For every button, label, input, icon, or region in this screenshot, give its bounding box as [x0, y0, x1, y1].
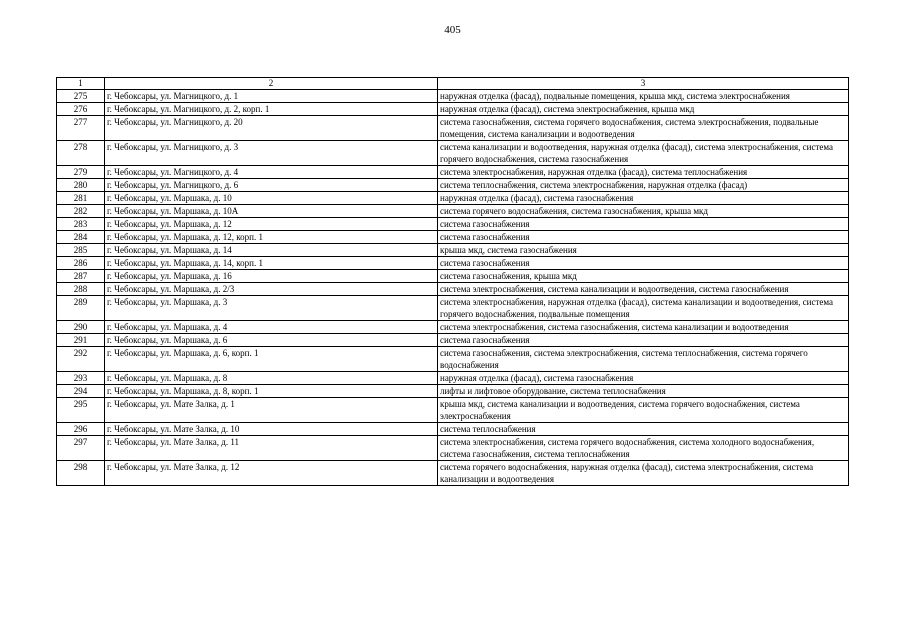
table-row	[57, 296, 849, 321]
systems-cell: наружная отделка (фасад), система газоснабжения	[438, 192, 849, 205]
address-cell: г. Чебоксары, ул. Маршака, д. 8	[105, 372, 438, 385]
row-number-cell: 288	[57, 283, 105, 296]
systems-cell: система канализации и водоотведения, наружная отделка (фасад), система электроснабжения, система горячего водоснабжения, система газоснабжения	[438, 141, 849, 166]
table-row	[57, 257, 849, 270]
table-row	[57, 347, 849, 372]
row-number-cell: 293	[57, 372, 105, 385]
table-body	[57, 78, 849, 486]
table-row	[57, 461, 849, 486]
systems-cell: система электроснабжения, наружная отделка (фасад), система канализации и водоотведения, система горячего водоснабжения, подвальные помещения	[438, 296, 849, 321]
row-number-cell: 279	[57, 166, 105, 179]
address-cell: г. Чебоксары, ул. Маршака, д. 12, корп. 1	[105, 231, 438, 244]
row-number-cell: 280	[57, 179, 105, 192]
address-cell: г. Чебоксары, ул. Маршака, д. 10	[105, 192, 438, 205]
address-cell: г. Чебоксары, ул. Магницкого, д. 2, корп. 1	[105, 103, 438, 116]
table-row	[57, 334, 849, 347]
table-row	[57, 103, 849, 116]
row-number-cell: 278	[57, 141, 105, 166]
systems-cell: система электроснабжения, наружная отделка (фасад), система теплоснабжения	[438, 166, 849, 179]
table-row	[57, 398, 849, 423]
address-cell: г. Чебоксары, ул. Магницкого, д. 6	[105, 179, 438, 192]
header-cell-number: 1	[57, 78, 105, 90]
table-row	[57, 179, 849, 192]
systems-cell: система электроснабжения, система горячего водоснабжения, система холодного водоснабжения, система газоснабжения, система теплоснабжения	[438, 436, 849, 461]
address-cell: г. Чебоксары, ул. Маршака, д. 16	[105, 270, 438, 283]
table-row	[57, 423, 849, 436]
address-cell: г. Чебоксары, ул. Маршака, д. 6	[105, 334, 438, 347]
header-cell-systems: 3	[438, 78, 849, 90]
systems-cell: система газоснабжения, система горячего водоснабжения, система электроснабжения, подвальные помещения, система канализации и водоотведения	[438, 116, 849, 141]
systems-cell: наружная отделка (фасад), подвальные помещения, крыша мкд, система электроснабжения	[438, 90, 849, 103]
table-row	[57, 436, 849, 461]
address-cell: г. Чебоксары, ул. Маршака, д. 14	[105, 244, 438, 257]
address-cell: г. Чебоксары, ул. Маршака, д. 12	[105, 218, 438, 231]
row-number-cell: 286	[57, 257, 105, 270]
buildings-table	[56, 77, 849, 486]
systems-cell: крыша мкд, система газоснабжения	[438, 244, 849, 257]
row-number-cell: 297	[57, 436, 105, 461]
systems-cell: система газоснабжения	[438, 218, 849, 231]
row-number-cell: 292	[57, 347, 105, 372]
address-cell: г. Чебоксары, ул. Маршака, д. 10А	[105, 205, 438, 218]
row-number-cell: 296	[57, 423, 105, 436]
address-cell: г. Чебоксары, ул. Мате Залка, д. 10	[105, 423, 438, 436]
table-row	[57, 218, 849, 231]
table-row	[57, 166, 849, 179]
systems-cell: система теплоснабжения	[438, 423, 849, 436]
address-cell: г. Чебоксары, ул. Мате Залка, д. 1	[105, 398, 438, 423]
table-row	[57, 192, 849, 205]
address-cell: г. Чебоксары, ул. Маршака, д. 2/3	[105, 283, 438, 296]
row-number-cell: 291	[57, 334, 105, 347]
systems-cell: система горячего водоснабжения, наружная отделка (фасад), система электроснабжения, система канализации и водоотведения	[438, 461, 849, 486]
address-cell: г. Чебоксары, ул. Магницкого, д. 1	[105, 90, 438, 103]
row-number-cell: 275	[57, 90, 105, 103]
table-row	[57, 116, 849, 141]
systems-cell: лифты и лифтовое оборудование, система теплоснабжения	[438, 385, 849, 398]
systems-cell: система газоснабжения	[438, 231, 849, 244]
row-number-cell: 295	[57, 398, 105, 423]
table-row	[57, 141, 849, 166]
address-cell: г. Чебоксары, ул. Маршака, д. 14, корп. 1	[105, 257, 438, 270]
systems-cell: крыша мкд, система канализации и водоотведения, система горячего водоснабжения, система электроснабжения	[438, 398, 849, 423]
table-header-row	[57, 78, 849, 90]
table-row	[57, 90, 849, 103]
table-row	[57, 321, 849, 334]
row-number-cell: 282	[57, 205, 105, 218]
table-row	[57, 283, 849, 296]
address-cell: г. Чебоксары, ул. Мате Залка, д. 12	[105, 461, 438, 486]
table-row	[57, 231, 849, 244]
systems-cell: система газоснабжения	[438, 257, 849, 270]
systems-cell: система газоснабжения	[438, 334, 849, 347]
row-number-cell: 277	[57, 116, 105, 141]
table-row	[57, 205, 849, 218]
row-number-cell: 276	[57, 103, 105, 116]
row-number-cell: 281	[57, 192, 105, 205]
table-row	[57, 244, 849, 257]
header-cell-address: 2	[105, 78, 438, 90]
systems-cell: система горячего водоснабжения, система газоснабжения, крыша мкд	[438, 205, 849, 218]
address-cell: г. Чебоксары, ул. Маршака, д. 8, корп. 1	[105, 385, 438, 398]
systems-cell: система электроснабжения, система газоснабжения, система канализации и водоотведения	[438, 321, 849, 334]
systems-cell: система газоснабжения, крыша мкд	[438, 270, 849, 283]
row-number-cell: 284	[57, 231, 105, 244]
table-row	[57, 270, 849, 283]
row-number-cell: 290	[57, 321, 105, 334]
address-cell: г. Чебоксары, ул. Магницкого, д. 3	[105, 141, 438, 166]
row-number-cell: 298	[57, 461, 105, 486]
systems-cell: наружная отделка (фасад), система электроснабжения, крыша мкд	[438, 103, 849, 116]
systems-cell: система газоснабжения, система электроснабжения, система теплоснабжения, система горячего водоснабжения	[438, 347, 849, 372]
systems-cell: система электроснабжения, система канализации и водоотведения, система газоснабжения	[438, 283, 849, 296]
row-number-cell: 283	[57, 218, 105, 231]
systems-cell: наружная отделка (фасад), система газоснабжения	[438, 372, 849, 385]
table-row	[57, 372, 849, 385]
row-number-cell: 287	[57, 270, 105, 283]
address-cell: г. Чебоксары, ул. Магницкого, д. 20	[105, 116, 438, 141]
address-cell: г. Чебоксары, ул. Маршака, д. 6, корп. 1	[105, 347, 438, 372]
address-cell: г. Чебоксары, ул. Маршака, д. 3	[105, 296, 438, 321]
row-number-cell: 285	[57, 244, 105, 257]
table-row	[57, 385, 849, 398]
row-number-cell: 289	[57, 296, 105, 321]
address-cell: г. Чебоксары, ул. Маршака, д. 4	[105, 321, 438, 334]
address-cell: г. Чебоксары, ул. Мате Залка, д. 11	[105, 436, 438, 461]
page-number: 405	[444, 24, 461, 36]
systems-cell: система теплоснабжения, система электроснабжения, наружная отделка (фасад)	[438, 179, 849, 192]
row-number-cell: 294	[57, 385, 105, 398]
address-cell: г. Чебоксары, ул. Магницкого, д. 4	[105, 166, 438, 179]
